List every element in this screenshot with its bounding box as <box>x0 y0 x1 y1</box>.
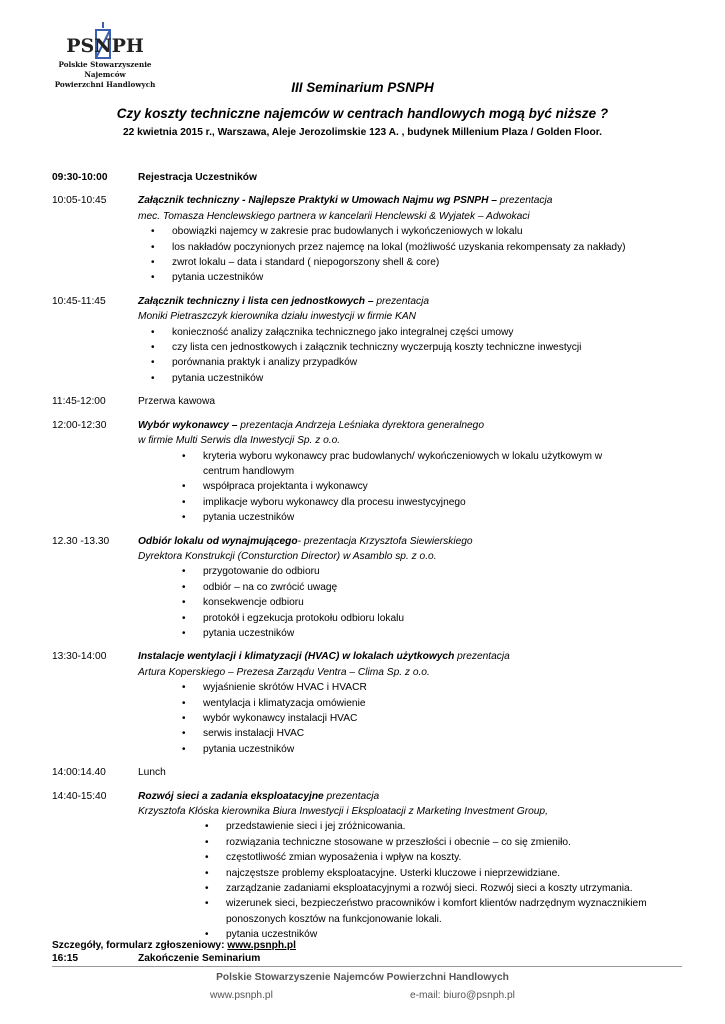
agenda-heading-suffix: prezentacja <box>496 195 553 207</box>
agenda-heading-suffix: prezentacja <box>323 790 380 802</box>
agenda-speaker: Krzysztofa Kłóska kierownika Biura Inwestycji i Eksploatacji z Marketing Investment Group, <box>138 806 548 818</box>
list-item: • implikacje wyboru wykonawcy dla procesu inwestycyjnego <box>203 495 623 510</box>
agenda-heading: Wybór wykonawcy – <box>138 419 238 431</box>
agenda-heading: Rozwój sieci a zadania eksploatacyjne <box>138 790 324 802</box>
agenda-bullets <box>203 680 682 757</box>
agenda-item <box>52 418 682 526</box>
seminar-title: III Seminarium PSNPH <box>291 80 434 95</box>
agenda-time: 10:45-11:45 <box>52 295 106 307</box>
agenda-time: 14:40-15:40 <box>52 790 107 802</box>
logo-line-2: Najemców <box>84 70 126 79</box>
agenda-time: 12.30 -13.30 <box>52 535 110 547</box>
footer-org-name: Polskie Stowarzyszenie Najemców Powierzchni Handlowych <box>216 972 509 983</box>
agenda-item <box>52 951 682 966</box>
list-item: • protokół i egzekucja protokołu odbioru lokalu <box>203 611 682 626</box>
logo-mark-text: PSNPH <box>66 35 144 57</box>
agenda-heading: Załącznik techniczny - Najlepsze Praktyki w Umowach Najmu wg PSNPH – <box>138 195 497 207</box>
agenda-time: 14:00:14.40 <box>52 767 106 779</box>
agenda-speaker: w firmie Multi Serwis dla Inwestycji Sp. z o.o. <box>138 435 341 447</box>
agenda-time: 09:30-10:00 <box>52 172 108 183</box>
list-item: • pytania uczestników <box>172 270 682 285</box>
list-item: • konsekwencje odbioru <box>203 595 682 610</box>
footer-email[interactable]: e-mail: biuro@psnph.pl <box>410 990 515 1001</box>
agenda-bullets <box>172 224 682 286</box>
agenda-item <box>52 294 682 386</box>
list-item: • serwis instalacji HVAC <box>203 726 682 741</box>
agenda-item <box>52 765 682 780</box>
agenda-bullets <box>203 564 682 641</box>
agenda-heading-suffix: - prezentacja Krzysztofa Siewierskiego <box>297 535 473 547</box>
agenda-item <box>52 193 682 285</box>
list-item: • pytania uczestników <box>203 626 682 641</box>
list-item: • współpraca projektanta i wykonawcy <box>203 479 623 494</box>
list-item: • zarządzanie zadaniami eksploatacyjnymi a rozwój sieci. Rozwój sieci a koszty utrzymania. <box>226 881 666 896</box>
list-item: • los nakładów poczynionych przez najemcę na lokal (możliwość uzyskania rekompensaty za nakłady) <box>172 240 682 255</box>
logo-line-1: Polskie Stowarzyszenie <box>58 60 152 69</box>
agenda-heading-suffix: prezentacja <box>454 651 510 663</box>
agenda-heading-suffix: prezentacja <box>373 295 430 307</box>
agenda-bullets <box>226 819 666 942</box>
list-item: • obowiązki najemcy w zakresie prac budowlanych i wykończeniowych w lokalu <box>172 224 682 239</box>
agenda-bullets <box>203 449 623 526</box>
list-item: • wyjaśnienie skrótów HVAC i HVACR <box>203 680 682 695</box>
list-item: • przedstawienie sieci i jej zróżnicowania. <box>226 819 666 834</box>
agenda-heading: Instalacje wentylacji i klimatyzacji (HVAC) w lokalach użytkowych <box>138 651 455 663</box>
agenda-item <box>52 170 682 185</box>
agenda-heading: Załącznik techniczny i lista cen jednostkowych – <box>138 295 374 307</box>
agenda-time: 11:45-12:00 <box>52 396 106 408</box>
agenda-speaker: mec. Tomasza Henclewskiego partnera w kancelarii Henclewski & Wyjatek – Adwokaci <box>138 210 530 222</box>
agenda-bullets <box>172 325 682 387</box>
agenda-time: 13:30-14:00 <box>52 651 107 663</box>
list-item: • przygotowanie do odbioru <box>203 564 682 579</box>
list-item: • pytania uczestników <box>226 927 666 942</box>
list-item: • kryteria wyboru wykonawcy prac budowlanych/ wykończeniowych w lokalu użytkowym w centrum handlowym <box>203 449 623 480</box>
agenda-heading: Odbiór lokalu od wynajmującego <box>138 535 298 547</box>
list-item: • wybór wykonawcy instalacji HVAC <box>203 711 682 726</box>
list-item: • pytania uczestników <box>203 510 623 525</box>
agenda-title: Rejestracja Uczestników <box>138 172 257 183</box>
agenda-time: 12:00-12:30 <box>52 419 107 431</box>
agenda-title: Zakończenie Seminarium <box>138 952 261 964</box>
list-item: • konieczność analizy załącznika technicznego jako integralnej części umowy <box>172 325 682 340</box>
agenda-speaker: Artura Koperskiego – Prezesa Zarządu Ventra – Clima Sp. z o.o. <box>138 666 430 678</box>
list-item: • częstotliwość zmian wyposażenia i wpływ na koszty. <box>226 850 666 865</box>
agenda-title: Lunch <box>138 767 166 779</box>
details-label: Szczegóły, formularz zgłoszeniowy: <box>52 940 228 951</box>
agenda-title: Przerwa kawowa <box>138 396 215 408</box>
footer-website[interactable]: www.psnph.pl <box>210 990 273 1001</box>
agenda-item <box>52 649 682 757</box>
list-item: • wentylacja i klimatyzacja omówienie <box>203 696 682 711</box>
list-item: • odbiór – na co zwrócić uwagę <box>203 580 682 595</box>
agenda-time: 10:05-10:45 <box>52 195 107 207</box>
agenda-speaker: Dyrektora Konstrukcji (Consturction Director) w Asamblo sp. z o.o. <box>138 550 437 562</box>
details-link[interactable]: www.psnph.pl <box>227 940 296 951</box>
seminar-subtitle: Czy koszty techniczne najemców w centrach handlowych mogą być niższe ? <box>116 106 609 121</box>
seminar-details: 22 kwietnia 2015 r., Warszawa, Aleje Jerozolimskie 123 A. , budynek Millenium Plaza / Golden Floor. <box>123 127 602 138</box>
list-item: • zwrot lokalu – data i standard ( niepogorszony shell & core) <box>172 255 682 270</box>
list-item: • czy lista cen jednostkowych i załącznik techniczny wyczerpują koszty techniczne inwestycji <box>172 340 682 355</box>
agenda-item <box>52 789 682 943</box>
agenda-item <box>52 394 682 409</box>
list-item: • pytania uczestników <box>172 371 682 386</box>
list-item: • pytania uczestników <box>203 742 682 757</box>
list-item: • porównania praktyk i analizy przypadków <box>172 355 682 370</box>
agenda-time: 16:15 <box>52 952 79 964</box>
agenda <box>52 170 682 974</box>
footer-divider <box>52 966 682 967</box>
agenda-speaker: Moniki Pietraszczyk kierownika działu inwestycji w firmie KAN <box>138 311 416 323</box>
details-line <box>52 940 296 951</box>
agenda-heading-suffix: prezentacja Andrzeja Leśniaka dyrektora generalnego <box>237 419 485 431</box>
agenda-item <box>52 534 682 642</box>
list-item: • najczęstsze problemy eksploatacyjne. Usterki kluczowe i nieprzewidziane. <box>226 866 666 881</box>
list-item: • rozwiązania techniczne stosowane w przeszłości i obecnie – co się zmieniło. <box>226 835 666 850</box>
logo-line-3: Powierzchni Handlowych <box>54 80 156 89</box>
list-item: • wizerunek sieci, bezpieczeństwo pracowników i komfort klientów nadrzędnym wyznacznikiem ponoszonych kosztów na funkcjonowanie lokali. <box>226 896 666 927</box>
